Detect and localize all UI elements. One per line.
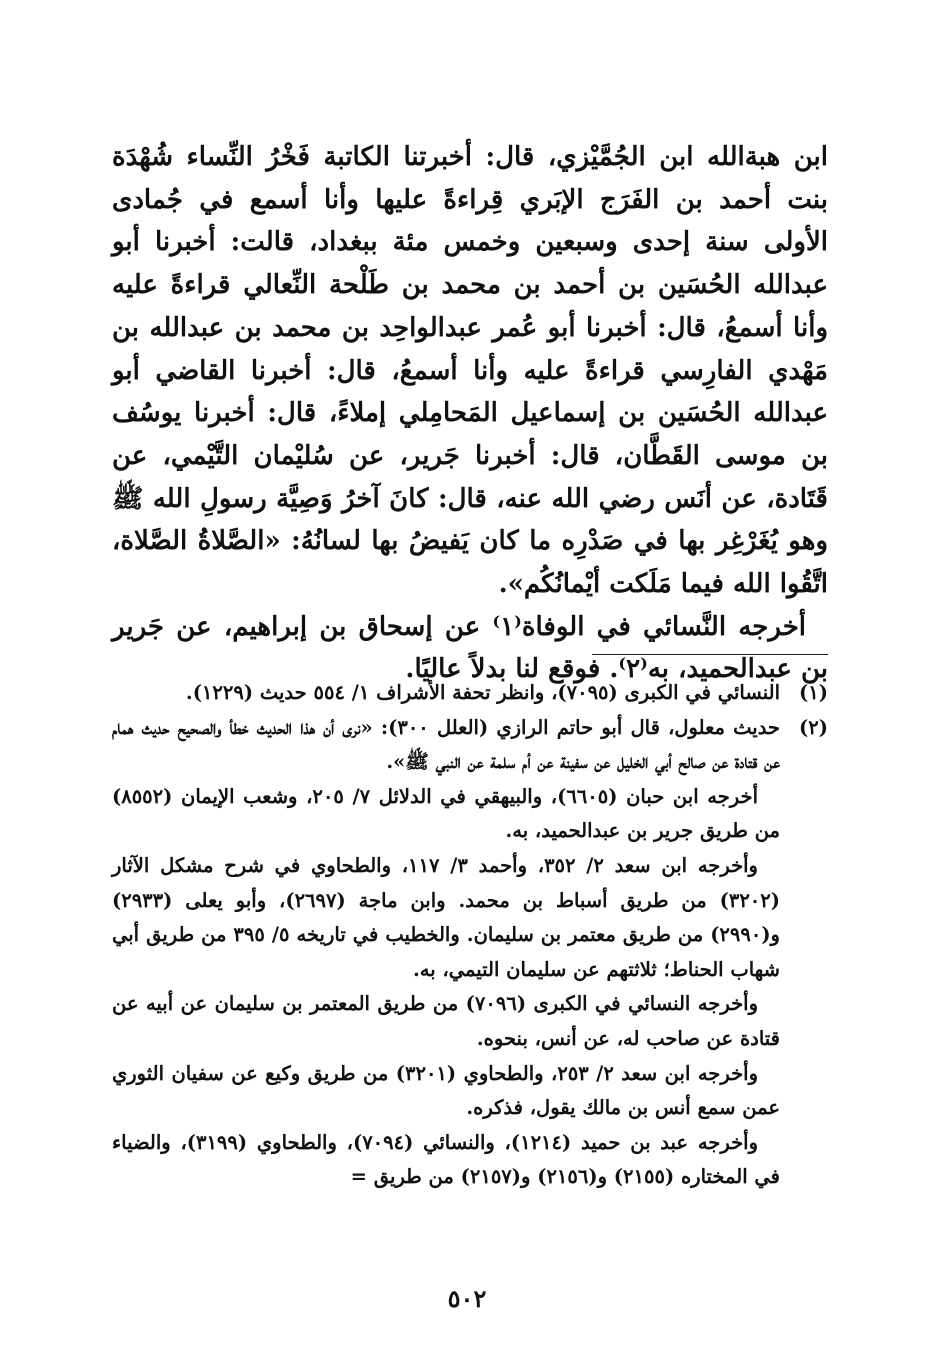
footnote-1 (112, 676, 828, 711)
footnote-divider (592, 654, 828, 655)
footnote-2-paragraph: وأخرجه ابن سعد ٢/ ٣٥٢، وأحمد ٣/ ١١٧، والطحاوي في شرح مشكل الآثار (٣٢٠٢) من طريق أسباط بن محمد. وابن ماجة (٢٦٩٧)، وأبو يعلى (٢٩٣٣) و(٢٩٩٠) من طريق معتمر بن سليمان. والخطيب في تاريخه ٥/ ٣٩٥ من طريق أبي شهاب الحناط؛ ثلاثتهم عن سليمان التيمي، به. (112, 853, 780, 981)
footnote-2-paragraph: وأخرجه ابن سعد ٢/ ٢٥٣، والطحاوي (٣٢٠١) من طريق وكيع عن سفيان الثوري عمن سمع أنس بن مالك يقول، فذكره. (112, 1061, 780, 1120)
footnote-2 (112, 711, 828, 1195)
footnote-2-paragraph: وأخرجه النسائي في الكبرى (٧٠٩٦) من طريق المعتمر بن سليمان عن أبيه عن قتادة عن صاحب له، عن أنس، بنحوه. (112, 992, 780, 1050)
main-paragraph-isnad: ابن هبةالله ابن الجُمَّيْزي، قال: أخبرتنا الكاتبة فَخْرُ النِّساء شُهْدَة بنت أحمد بن الفَرَج الإبَري قِراءةً عليها وأنا أسمع في جُمادى الأولى سنة إحدى وسبعين وخمس مئة ببغداد، قالت: أخبرنا أبو عبدالله الحُسَين بن أحمد بن محمد بن طَلْحة النِّعالي قراءةً عليه وأنا أسمعُ، قال: أخبرنا أبو عُمر عبدالواحِد بن محمد بن عبدالله بن مَهْدي الفارِسي قراءةً عليه وأنا أسمعُ، قال: أخبرنا القاضي أبو عبدالله الحُسَين بن إسماعيل المَحامِلي إملاءً، قال: أخبرنا يوسُف بن موسى القَطَّان، قال: أخبرنا جَرير، عن سُليْمان التَّيْمي، عن قَتَادة، عن أنَس رضي الله عنه، قال: كانَ آخرُ وَصِيَّة رسولِ الله ﷺ وهو يُغَرْغِر بها في صَدْرِه ما كان يَفيضُ بها لسانُهُ: «الصَّلاةُ الصَّلاة، اتَّقُوا الله فيما مَلَكت أيْمانُكُم». (112, 142, 828, 600)
main-text (112, 136, 828, 691)
main-paragraph-takhrij: أخرجه النَّسائي في الوفاة⁽١⁾ عن إسحاق بن إبراهيم، عن جَرير بن عبدالحميد، به⁽٢⁾. فوقع لنا بدلاً عاليًا. (112, 611, 828, 685)
footnote-1-number: (١) (799, 681, 828, 704)
footnote-1-text: النسائي في الكبرى (٧٠٩٥)، وانظر تحفة الأشراف ١/ ٥٥٤ حديث (١٢٢٩). (185, 681, 780, 704)
page-number: ٥٠٢ (447, 1284, 487, 1313)
footnote-2-paragraph: حديث معلول، قال أبو حاتم الرازي (العلل ٣٠٠): «نرى أن هذا الحديث خطأ والصحيح حديث همام عن قتادة عن صالح أبي الخليل عن سفينة عن أم سلمة عن النبي ﷺ». (112, 715, 780, 774)
footnote-2-paragraph: وأخرجه عبد بن حميد (١٢١٤)، والنسائي (٧٠٩٤)، والطحاوي (٣١٩٩)، والضياء في المختاره (٢١٥٥) و(٢١٥٦) و(٢١٥٧) من طريق = (112, 1130, 780, 1189)
footnotes (112, 676, 828, 1195)
footnote-2-paragraph: أخرجه ابن حبان (٦٦٠٥)، والبيهقي في الدلائل ٧/ ٢٠٥، وشعب الإيمان (٨٥٥٢) من طريق جرير بن عبدالحميد، به. (112, 784, 780, 843)
footnote-2-number: (٢) (799, 715, 828, 739)
